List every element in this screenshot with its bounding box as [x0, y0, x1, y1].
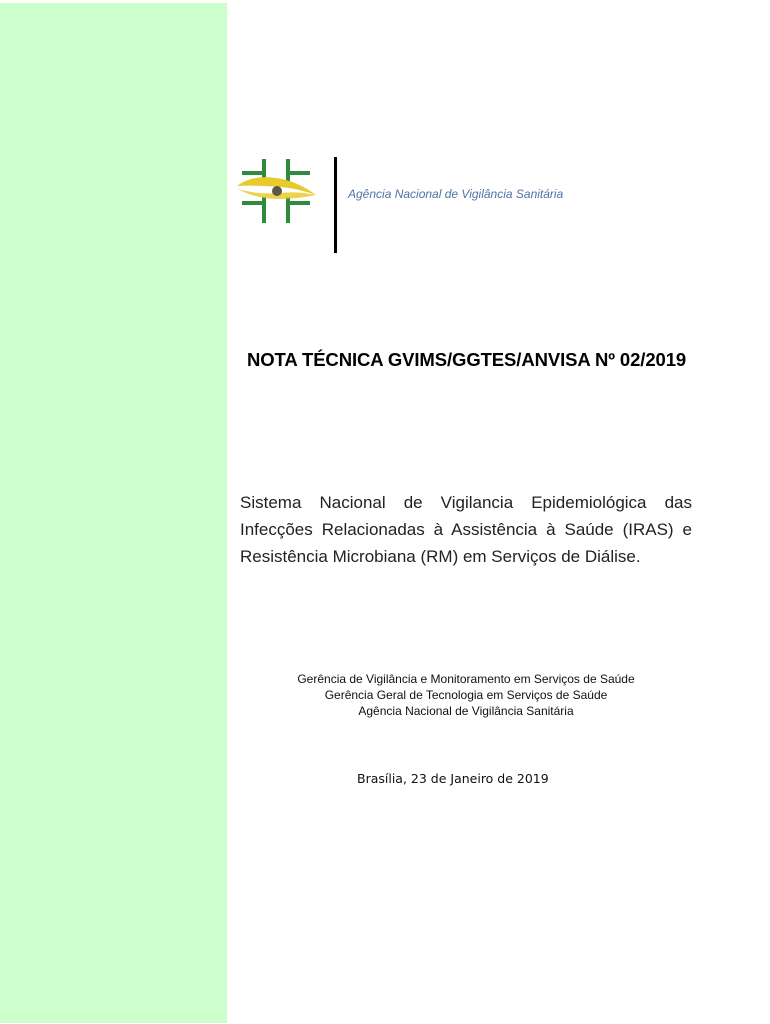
place-date: Brasília, 23 de Janeiro de 2019 [357, 771, 549, 786]
organizations-block [240, 671, 692, 719]
page-title: NOTA TÉCNICA GVIMS/GGTES/ANVISA Nº 02/2019 [247, 349, 687, 370]
agency-header-name: Agência Nacional de Vigilância Sanitária [348, 187, 564, 201]
organization-line: Gerência Geral de Tecnologia em Serviços de Saúde [324, 688, 608, 702]
organization-line: Agência Nacional de Vigilância Sanitária [358, 704, 574, 718]
document-subject: Sistema Nacional de Vigilancia Epidemiológica das Infecções Relacionadas à Assistência à Saúde (IRAS) e Resistência Microbiana (RM) em Serviços de Diálise. [240, 493, 692, 566]
logo-divider [334, 157, 337, 253]
anvisa-logo-icon [234, 155, 320, 227]
organization-line: Gerência de Vigilância e Monitoramento em Serviços de Saúde [297, 672, 635, 686]
green-side-band [0, 3, 227, 1023]
